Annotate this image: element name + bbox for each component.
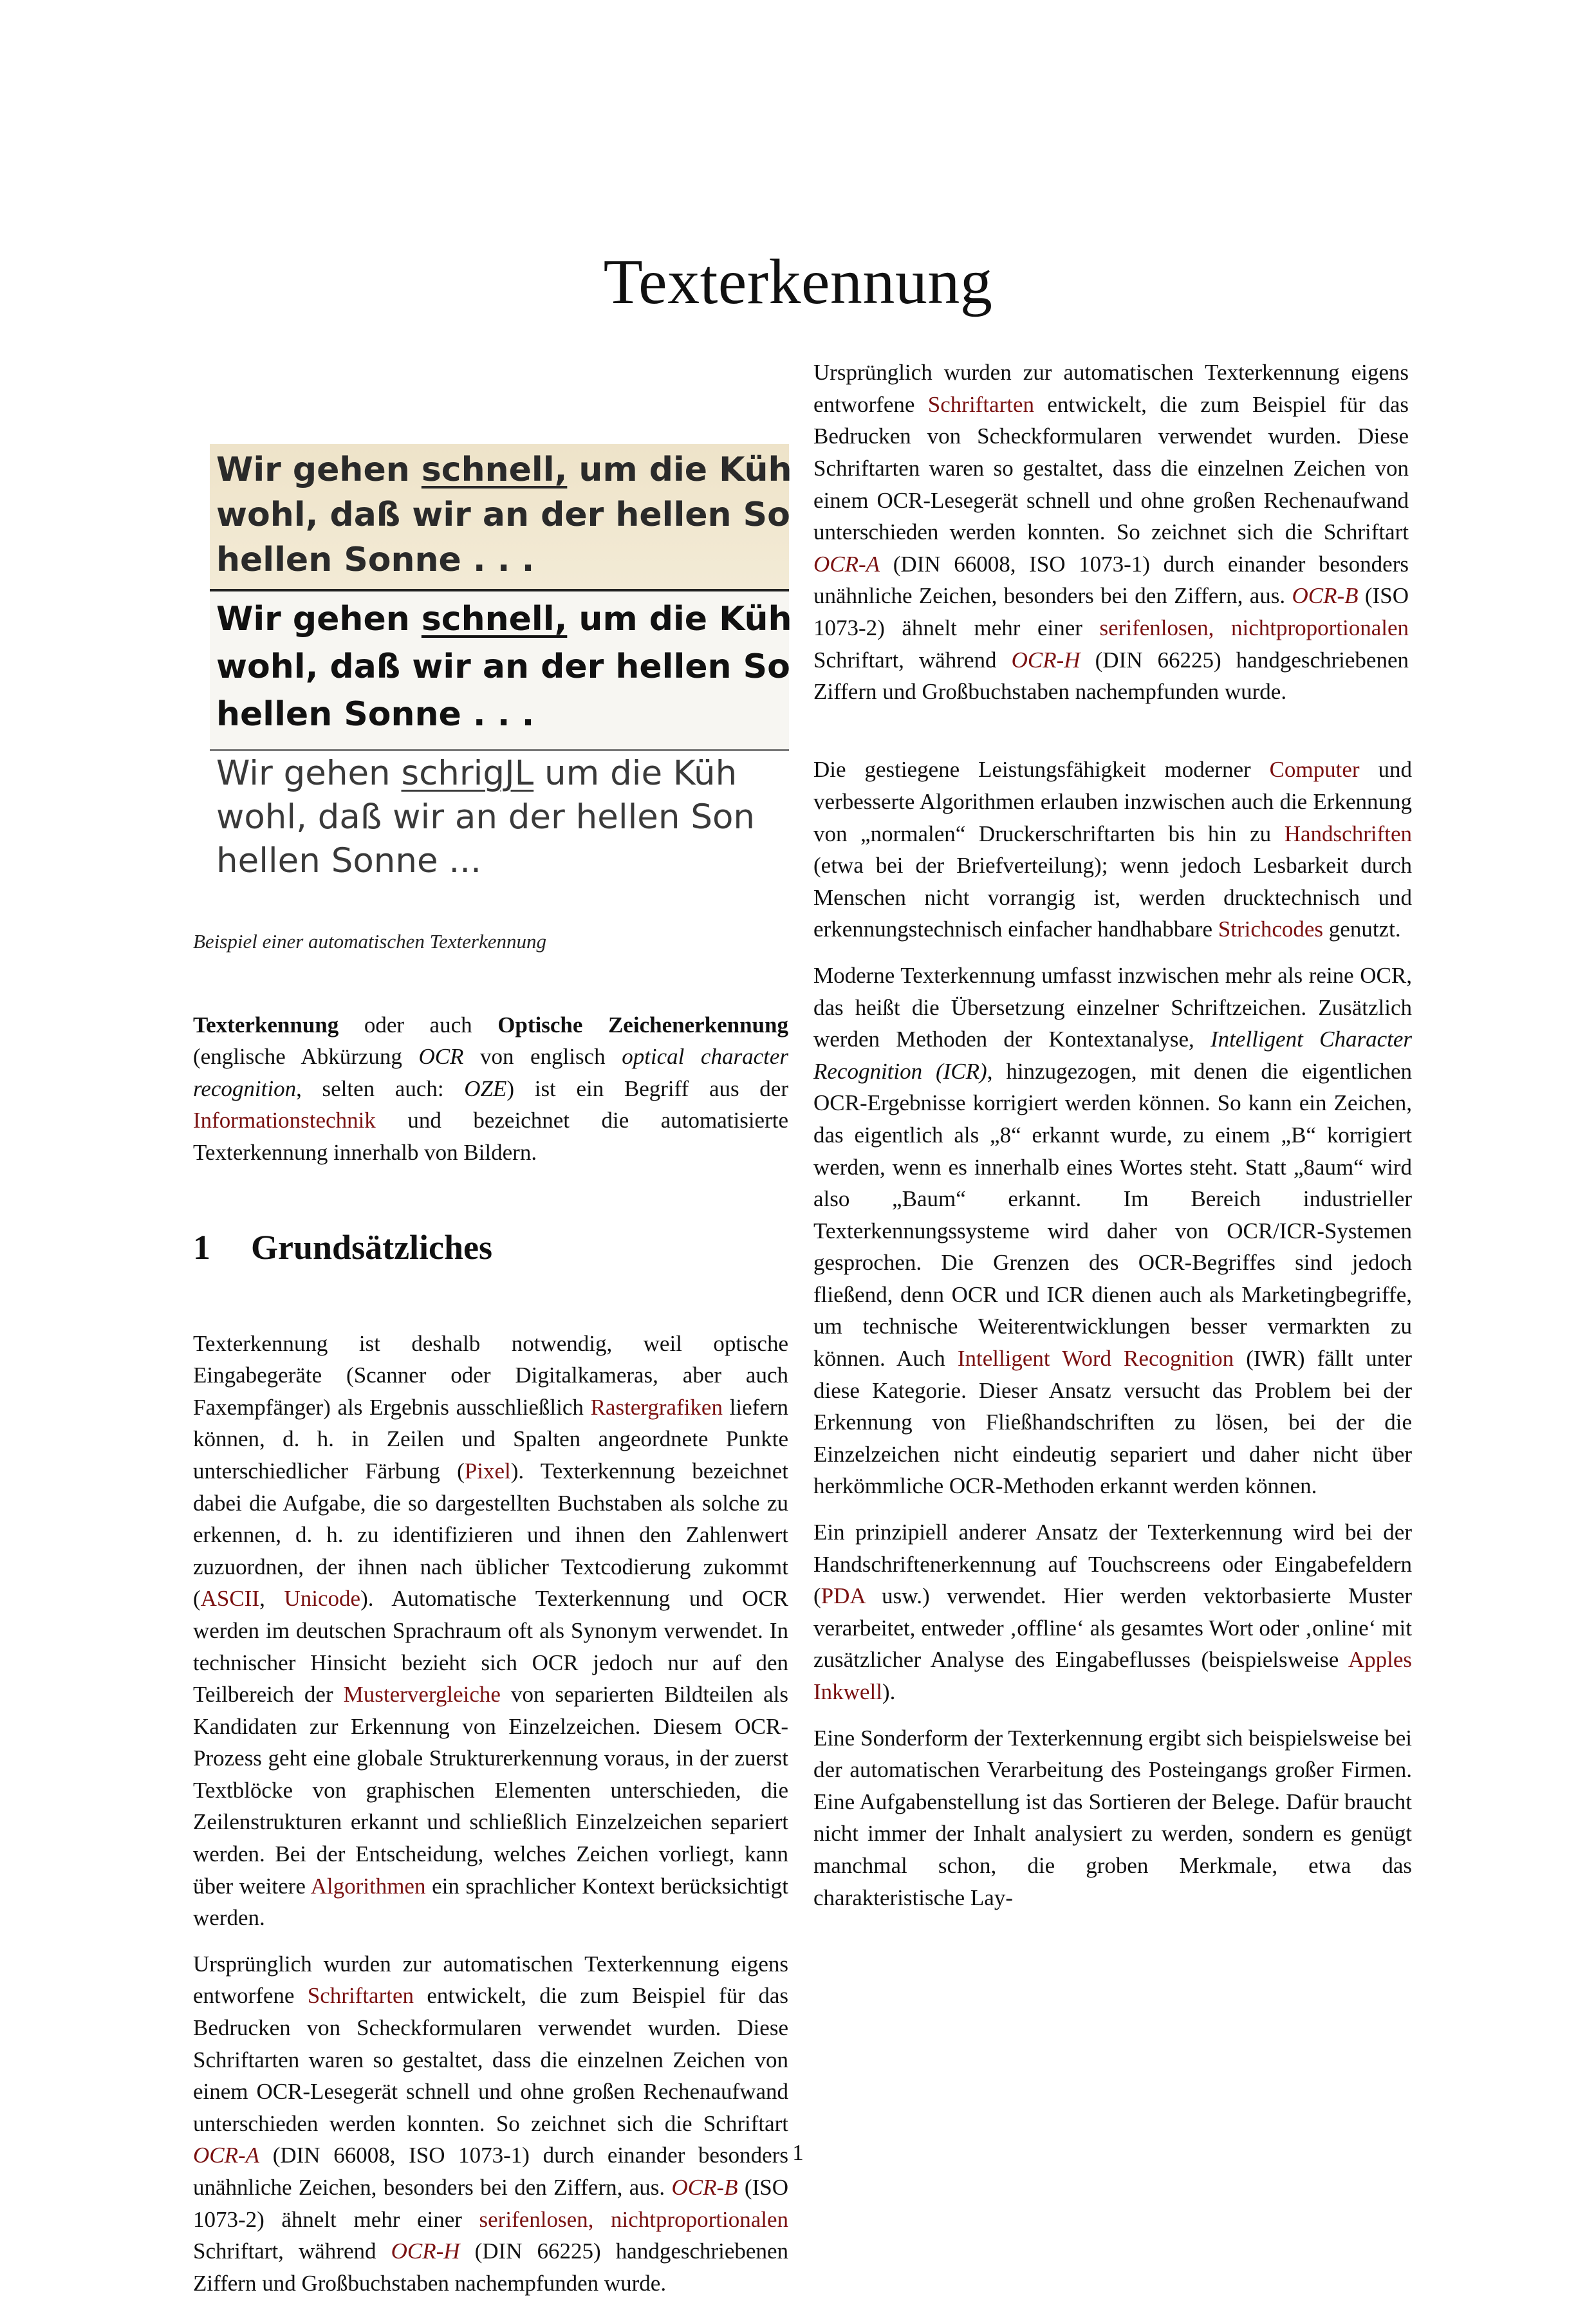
link-pixel[interactable]: Pixel bbox=[464, 1458, 511, 1484]
paragraph-left-part bbox=[193, 1948, 789, 2296]
link-ocr-a[interactable]: OCR-A bbox=[813, 551, 880, 577]
link-ocr-b[interactable]: OCR-B bbox=[671, 2175, 738, 2200]
link-handschriften[interactable]: Handschriften bbox=[1284, 821, 1412, 846]
link-unicode[interactable]: Unicode bbox=[284, 1586, 361, 1612]
paragraph: Die gestiegene Leistungsfähigkeit moderner Computer und verbesserte Algorithmen erlauben inzwischen auch die Erkennung von „normalen“ Druckerschriftarten bis hin zu Handschriften (etwa bei der Briefverteilung); wenn jedoch Lesbarkeit durch Menschen nicht vorrangig ist, werden drucktechnisch und erkennungstechnisch einfacher handhabbare Strichcodes genutzt. bbox=[813, 757, 1412, 942]
link-ocr-h[interactable]: OCR-H bbox=[391, 2238, 460, 2264]
link-intelligent-word-recognition[interactable]: Intelligent Word Recognition bbox=[957, 1346, 1234, 1372]
paragraph: Ein prinzipiell anderer Ansatz der Texterkennung wird bei der Handschriftenerkennung auf Touchscreens oder Eingabefeldern (PDA usw.) verwendet. Hier werden vektorbasierte Muster verarbeitet, entweder ‚offline‘ als gesamtes Wort oder ‚online‘ mit zusätzlicher Analyse des Eingabeflusses (beispielsweise Apples Inkwell). bbox=[813, 1520, 1412, 1705]
scan-line: wohl, daß wir an der hellen So bbox=[216, 647, 790, 686]
link-serifenlos[interactable]: serifenlosen, nichtproportionalen bbox=[1099, 615, 1409, 640]
scan-line: hellen Sonne . . . bbox=[216, 541, 535, 579]
paragraph-continued: Ursprünglich wurden zur automatischen Texterkennung eigens entworfene Schriftarten entwickelt, die zum Beispiel für das Bedrucken von Scheckformularen verwendet wurden. Diese Schriftarten waren so gestaltet, dass die einzelnen Zeichen von einem OCR-Lesegerät schnell und ohne großen Rechenaufwand unterschieden werden konnten. So zeichnet sich die Schriftart OCR-A (DIN 66008, ISO 1073-1) durch einander besonders unähnliche Zeichen, besonders bei den Ziffern, aus. OCR-B (ISO 1073-2) ähnelt mehr einer serifenlosen, nichtproportionalen Schriftart, während OCR-H (DIN 66225) handgeschriebenen Ziffern und Großbuchstaben nachempfunden wurde. bbox=[813, 360, 1409, 705]
page-title: Texterkennung bbox=[603, 246, 993, 317]
scan-line: wohl, daß wir an der hellen Son bbox=[216, 797, 756, 837]
paragraph-split: Ursprünglich wurden zur automatischen Texterkennung eigens entworfene Schriftarten entwickelt, die zum Beispiel für das Bedrucken von Scheckformularen verwendet wurden. Diese Schriftarten waren so gestaltet, dass die einzelnen Zeichen von einem OCR-Lesegerät schnell und ohne großen Rechenaufwand unterschieden werden konnten. So zeichnet sich die Schriftart OCR-A (DIN 66008, ISO 1073-1) durch einander besonders unähnliche Zeichen, besonders bei den Ziffern, aus. OCR-B (ISO 1073-2) ähnelt mehr einer serifenlosen, nichtproportionalen Schriftart, während OCR-H (DIN 66225) handgeschriebenen Ziffern und Großbuchstaben nachempfunden wurde. bbox=[193, 1951, 789, 2296]
section-heading: 1 Grundsätzliches bbox=[193, 1227, 493, 1267]
link-algorithmen[interactable]: Algorithmen bbox=[310, 1873, 426, 1899]
link-schriftarten[interactable]: Schriftarten bbox=[307, 1983, 414, 2009]
link-pda[interactable]: PDA bbox=[821, 1583, 865, 1609]
scan-line: hellen Sonne . . . bbox=[216, 695, 535, 734]
link-apples-inkwell[interactable]: Apples Inkwell bbox=[813, 1647, 1412, 1705]
link-ascii[interactable]: ASCII bbox=[200, 1586, 260, 1612]
link-computer[interactable]: Computer bbox=[1269, 757, 1360, 783]
scan-original-print bbox=[210, 444, 792, 591]
scan-line: Wir gehen schnell, um die Küh bbox=[216, 600, 792, 638]
link-ocr-h[interactable]: OCR-H bbox=[1011, 647, 1081, 673]
right-column bbox=[813, 360, 1413, 1928]
scan-line: hellen Sonne ... bbox=[216, 841, 481, 880]
paragraph-continuation bbox=[813, 360, 1409, 740]
link-strichcodes[interactable]: Strichcodes bbox=[1218, 917, 1324, 942]
paragraph: Moderne Texterkennung umfasst inzwischen mehr als reine OCR, das heißt die Übersetzung einzelner Schriftzeichen. Zusätzlich werden Methoden der Kontextanalyse, Intelligent Character Recognition (ICR), hinzugezogen, mit denen die eigentlichen OCR-Ergebnisse korrigiert werden können. So kann ein Zeichen, das eigentlich als „8“ erkannt wurde, zu einem „B“ korrigiert werden, wenn es innerhalb eines Wortes steht. Statt „8aum“ wird also „Baum“ erkannt. Im Bereich industrieller Texterkennungssysteme wird daher von OCR/ICR-Systemen gesprochen. Die Grenzen des OCR-Begriffes sind jedoch fließend, denn OCR und ICR dienen auch als Marketingbegriffe, um technische Weiterentwicklungen besser vermarkten zu können. Auch Intelligent Word Recognition (IWR) fällt unter diese Kategorie. Dieser Ansatz versucht das Problem bei der Erkennung von Fließhandschriften zu lösen, bei der die Einzelzeichen nicht eindeutig separiert und daher nicht über herkömmliche OCR-Methoden erkannt werden können. bbox=[813, 962, 1413, 1499]
link-ocr-b[interactable]: OCR-B bbox=[1292, 583, 1359, 609]
paragraph: Texterkennung ist deshalb notwendig, weil optische Eingabegeräte (Scanner oder Digitalkameras, aber auch Faxempfänger) als Ergebnis ausschließlich Rastergrafiken liefern können, d. h. in Zeilen und Spalten angeordnete Punkte unterschiedlicher Färbung (Pixel). Texterkennung bezeichnet dabei die Aufgabe, die so dargestellten Buchstaben als solche zu erkennen, d. h. zu identifizieren und ihnen den Zahlenwert zuzuordnen, der ihnen nach üblicher Textcodierung zukommt (ASCII, Unicode). Automatische Texterkennung und OCR werden im deutschen Sprachraum oft als Synonym verwendet. In technischer Hinsicht bezieht sich OCR jedoch nur auf den Teilbereich der Mustervergleiche von separierten Bildteilen als Kandidaten zur Erkennung von Einzelzeichen. Diesem OCR-Prozess geht eine globale Strukturerkennung voraus, in der zuerst Textblöcke von graphischen Elementen unterschieden, die Zeilenstrukturen erkannt und schließlich Einzelzeichen separiert werden. Bei der Entscheidung, welches Zeichen vorliegt, kann über weitere Algorithmen ein sprachlicher Kontext berücksichtigt werden. bbox=[193, 1330, 789, 1931]
scan-line: Wir gehen schnell, um die Küh bbox=[216, 451, 792, 489]
scan-binarized bbox=[210, 591, 792, 751]
link-ocr-a[interactable]: OCR-A bbox=[193, 2143, 260, 2168]
paragraph: Eine Sonderform der Texterkennung ergibt sich beispielsweise bei der automatischen Verarbeitung des Posteingangs großer Firmen. Eine Aufgabenstellung ist das Sortieren der Belege. Dafür braucht nicht immer der Inhalt analysiert zu werden, sondern es genügt manchmal schon, die groben Merkmale, etwa das charakteristische Lay- bbox=[813, 1725, 1412, 1910]
intro-paragraph: Texterkennung oder auch Optische Zeichenerkennung (englische Abkürzung OCR von englisch optical character recognition, selten auch: OZE) ist ein Begriff aus der Informationstechnik und bezeichnet die automatisierte Texterkennung innerhalb von Bildern. bbox=[193, 1012, 788, 1165]
link-mustervergleiche[interactable]: Mustervergleiche bbox=[343, 1682, 501, 1708]
scan-ocr-result bbox=[210, 751, 789, 888]
left-column bbox=[193, 444, 792, 2296]
page-number: 1 bbox=[792, 2140, 804, 2165]
figure-caption: Beispiel einer automatischen Texterkennung bbox=[193, 930, 546, 953]
scan-line: wohl, daß wir an der hellen So bbox=[216, 496, 790, 534]
link-serifenlos[interactable]: serifenlosen, nichtproportionalen bbox=[479, 2206, 789, 2232]
ocr-example-figure bbox=[210, 444, 792, 888]
link-schriftarten[interactable]: Schriftarten bbox=[927, 391, 1035, 417]
link-informationstechnik[interactable]: Informationstechnik bbox=[193, 1108, 376, 1133]
link-rastergrafiken[interactable]: Rastergrafiken bbox=[590, 1394, 723, 1420]
scan-line: Wir gehen schrigJL um die Küh bbox=[216, 754, 738, 793]
